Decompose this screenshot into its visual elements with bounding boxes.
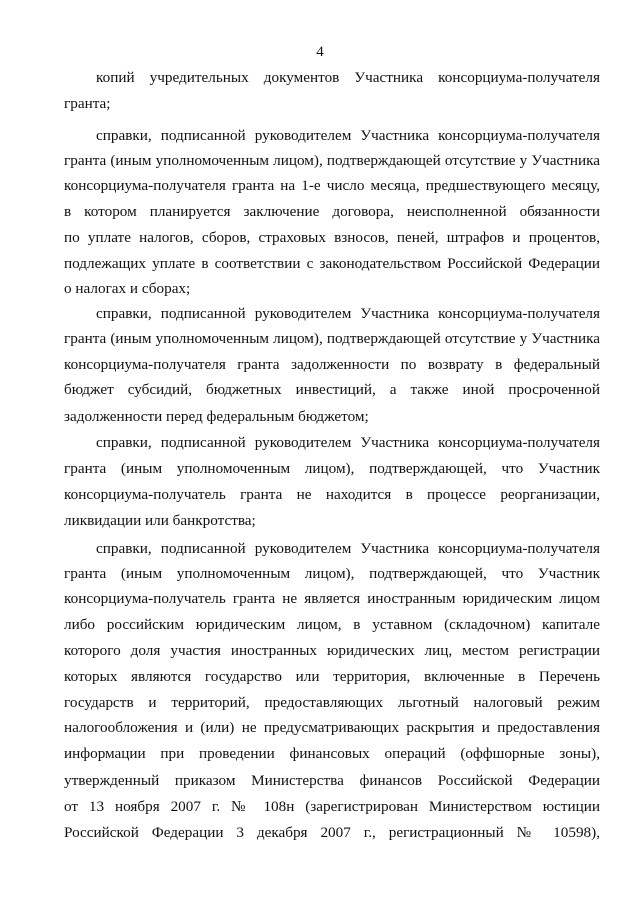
text-line: от 13 ноября 2007 г. № 108н (зарегистрирован Министерством юстиции <box>64 798 600 815</box>
text-line: налогообложения и (или) не предусматривающих раскрытия и предоставления <box>64 719 600 736</box>
text-line: копий учредительных документов Участника консорциума-получателя <box>96 69 600 86</box>
text-line: в котором планируется заключение договора, неисполненной обязанности <box>64 203 600 220</box>
text-line: консорциума-получатель гранта не находится в процессе реорганизации, <box>64 486 600 503</box>
text-line: консорциума-получателя гранта на 1-е число месяца, предшествующего месяцу, <box>64 177 600 194</box>
text-line: консорциума-получатель гранта не является иностранным юридическим лицом <box>64 590 600 607</box>
text-line: гранта; <box>64 95 111 112</box>
text-line: справки, подписанной руководителем Участника консорциума-получателя <box>96 127 600 144</box>
text-line: задолженности перед федеральным бюджетом; <box>64 408 369 425</box>
text-line: справки, подписанной руководителем Участника консорциума-получателя <box>96 305 600 322</box>
text-line: которых являются государство или территория, включенные в Перечень <box>64 668 600 685</box>
text-line: бюджет субсидий, бюджетных инвестиций, а также иной просроченной <box>64 381 600 398</box>
text-line: гранта (иным уполномоченным лицом), подтверждающей, что Участник <box>64 565 600 582</box>
text-line: Российской Федерации 3 декабря 2007 г., регистрационный № 10598), <box>64 824 600 841</box>
text-line: справки, подписанной руководителем Участника консорциума-получателя <box>96 540 600 557</box>
text-line: гранта (иным уполномоченным лицом), подтверждающей, что Участник <box>64 460 600 477</box>
text-line: справки, подписанной руководителем Участника консорциума-получателя <box>96 434 600 451</box>
text-line: гранта (иным уполномоченным лицом), подтверждающей отсутствие у Участника <box>64 330 600 347</box>
page-number: 4 <box>316 44 324 60</box>
text-line: государств и территорий, предоставляющих льготный налоговый режим <box>64 694 600 711</box>
text-line: по уплате налогов, сборов, страховых взносов, пеней, штрафов и процентов, <box>64 229 600 246</box>
text-line: консорциума-получателя гранта задолженности по возврату в федеральный <box>64 356 600 373</box>
text-line: которого доля участия иностранных юридических лиц, местом регистрации <box>64 642 600 659</box>
text-line: утвержденный приказом Министерства финансов Российской Федерации <box>64 772 600 789</box>
text-line: информации при проведении финансовых операций (оффшорные зоны), <box>64 745 600 762</box>
text-line: ликвидации или банкротства; <box>64 512 256 529</box>
text-line: либо российским юридическим лицом, в уставном (складочном) капитале <box>64 616 600 633</box>
text-line: о налогах и сборах; <box>64 280 191 297</box>
text-line: гранта (иным уполномоченным лицом), подтверждающей отсутствие у Участника <box>64 152 600 169</box>
text-line: подлежащих уплате в соответствии с законодательством Российской Федерации <box>64 255 600 272</box>
